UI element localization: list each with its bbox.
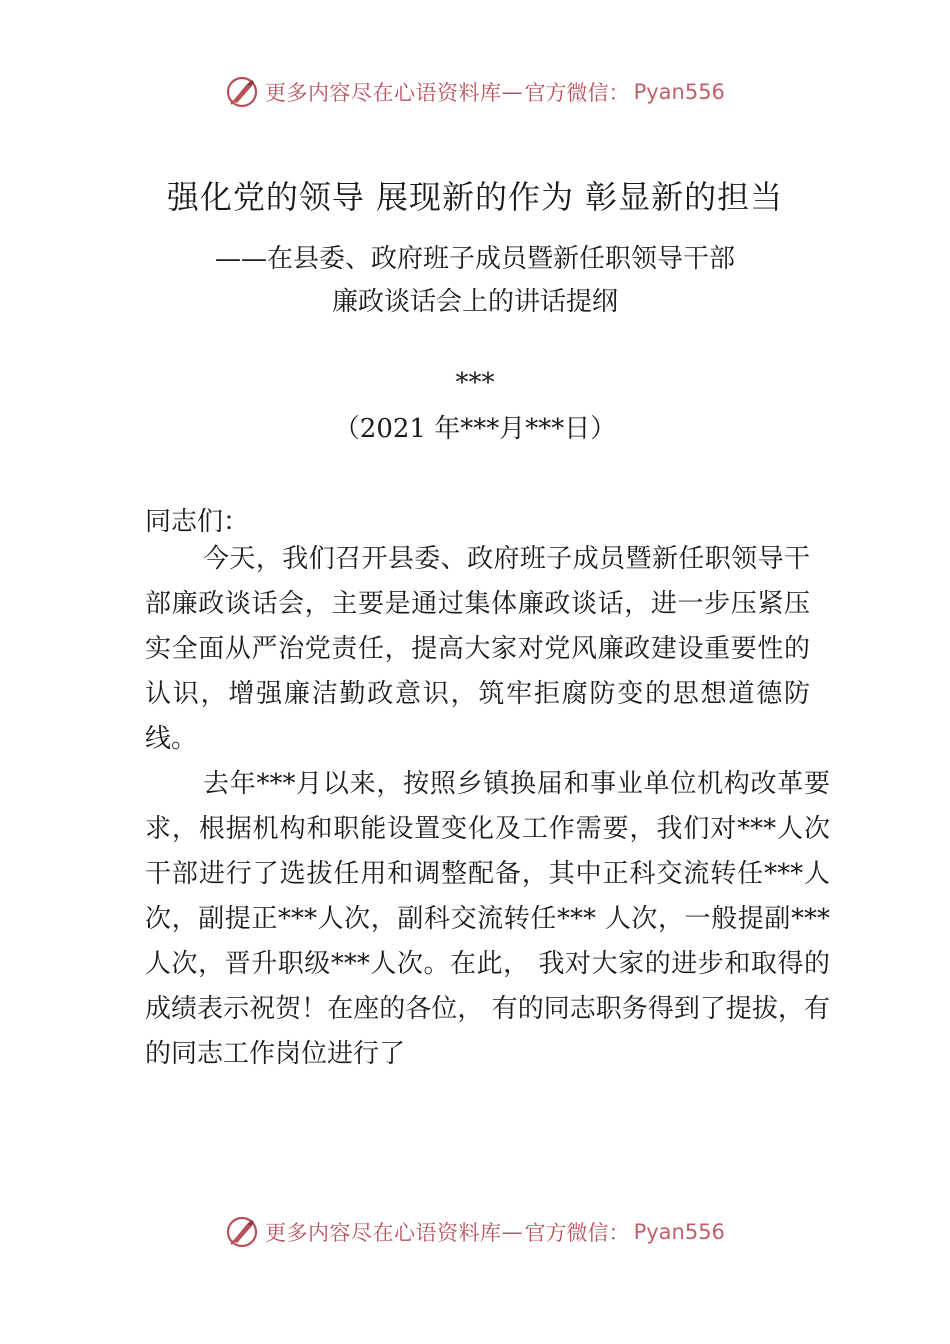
banner-wechat-id: Pyan556 (633, 80, 725, 104)
quill-pen-logo-icon (225, 1215, 259, 1249)
greeting: 同志们： (145, 507, 250, 537)
footer-brand-text: 更多内容尽在心语资料库 (265, 1221, 502, 1245)
footer-wechat-label: 官方微信： (524, 1221, 630, 1245)
paragraph-2: 去年***月以来，按照乡镇换届和事业单位机构改革要求，根据机构和职能设置变化及工作需要，我们对***人次干部进行了选拔任用和调整配备，其中正科交流转任***人次，副提正***人次，副科交流转任*** 人次，一般提副***人次，晋升职级***人次。在此， 我对大家的进步和取得的成绩表示祝贺！在座的各位， 有的同志职务得到了提拔，有的同志工作岗位进行了 (145, 769, 830, 1069)
document-author: *** (455, 368, 495, 398)
document-subtitle-line2: 廉政谈话会上的讲话提纲 (331, 287, 618, 317)
banner-brand-text: 更多内容尽在心语资料库 (265, 81, 502, 105)
footer-wechat-id: Pyan556 (633, 1220, 725, 1244)
document-subtitle-line1: ——在县委、政府班子成员暨新任职领导干部 (214, 244, 735, 274)
banner-wechat-label: 官方微信： (524, 81, 630, 105)
header-banner (0, 72, 950, 112)
banner-dash: — (501, 80, 523, 104)
footer-banner (0, 1212, 950, 1252)
document-title: 强化党的领导 展现新的作为 彰显新的担当 (166, 178, 784, 216)
footer-dash: — (501, 1220, 523, 1244)
document-date: （2021 年***月***日） (333, 414, 617, 444)
paragraph-1: 今天，我们召开县委、政府班子成员暨新任职领导干部廉政谈话会，主要是通过集体廉政谈话，进一步压紧压实全面从严治党责任，提高大家对党风廉政建设重要性的认识，增强廉洁勤政意识，筑牢拒腐防变的思想道德防线。 (145, 544, 810, 754)
quill-pen-logo-icon (225, 75, 259, 109)
